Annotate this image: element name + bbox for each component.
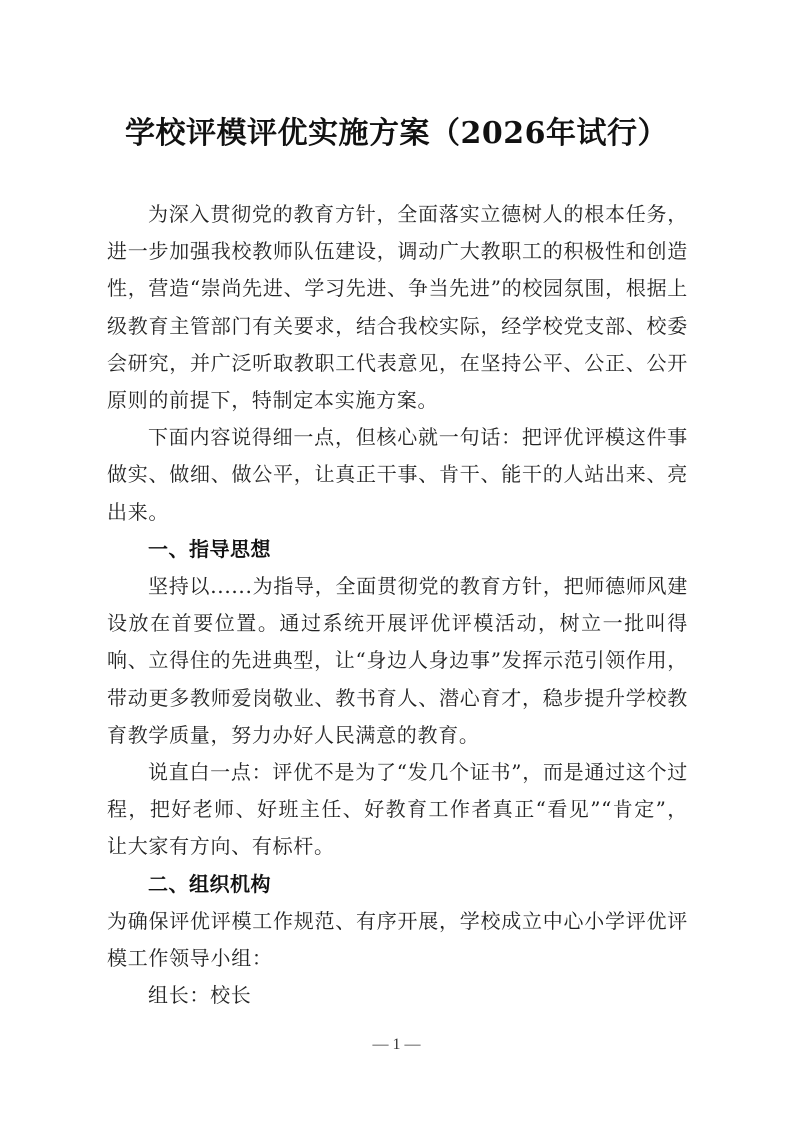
group-leader-line: 组长：校长 xyxy=(148,983,252,1008)
summary-paragraph: 下面内容说得细一点，但核心就一句话：把评优评模这件事做实、做细、做公平，让真正干事、肯干、能干的人站出来、亮出来。 xyxy=(107,425,688,524)
intro-paragraph: 为深入贯彻党的教育方针，全面落实立德树人的根本任务，进一步加强我校教师队伍建设，调动广大教职工的积极性和创造性，营造“崇尚先进、学习先进、争当先进”的校园氛围，根据上级教育主管部门有关要求，结合我校实际，经学校党支部、校委会研究，并广泛听取教职工代表意见，在坚持公平、公正、公开原则的前提下，特制定本实施方案。 xyxy=(107,202,688,413)
document-title: 学校评模评优实施方案（2026年试行） xyxy=(125,116,668,151)
page-number: — 1 — xyxy=(372,1036,421,1053)
document-body xyxy=(107,196,688,1014)
section-heading-guiding-ideology: 一、指导思想 xyxy=(148,536,271,561)
organization-paragraph: 为确保评优评模工作规范、有序开展，学校成立中心小学评优评模工作领导小组： xyxy=(107,908,688,971)
plain-explanation-paragraph: 说直白一点：评优不是为了“发几个证书”，而是通过这个过程，把好老师、好班主任、好教育工作者真正“看见”“肯定”，让大家有方向、有标杆。 xyxy=(107,760,688,859)
section-heading-organization: 二、组织机构 xyxy=(148,871,271,896)
guiding-ideology-paragraph: 坚持以......为指导，全面贯彻党的教育方针，把师德师风建设放在首要位置。通过系统开展评优评模活动，树立一批叫得响、立得住的先进典型，让“身边人身边事”发挥示范引领作用，带动更多教师爱岗敬业、教书育人、潜心育才，稳步提升学校教育教学质量，努力办好人民满意的教育。 xyxy=(107,574,688,747)
